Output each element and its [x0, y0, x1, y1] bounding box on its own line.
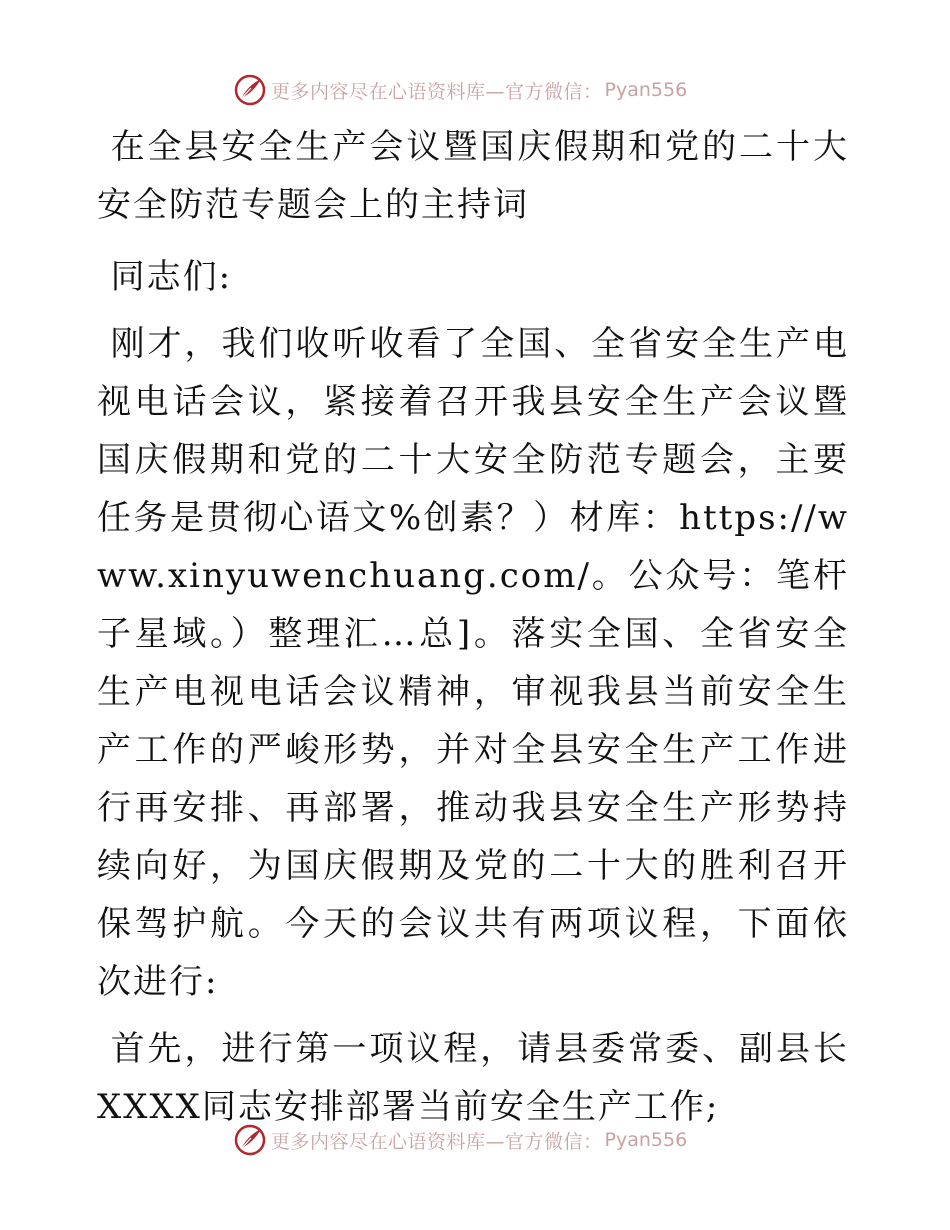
banner-wechat-id: Pyan556: [604, 1129, 688, 1151]
feather-pen-circle-icon: [233, 1123, 267, 1157]
document-title: 在全县安全生产会议暨国庆假期和党的二十大安全防范专题会上的主持词: [97, 127, 849, 225]
banner-wechat-id: Pyan556: [604, 79, 688, 101]
greeting: 同志们:: [110, 257, 233, 297]
banner-text: 更多内容尽在心语资料库—官方微信：: [271, 80, 603, 103]
header-watermark-banner: [233, 72, 687, 108]
feather-pen-circle-icon: [233, 73, 267, 107]
document-body: [97, 118, 849, 1145]
footer-watermark-banner: [233, 1122, 687, 1158]
paragraph-1: 刚才，我们收听收看了全国、全省安全生产电视电话会议，紧接着召开我县安全生产会议暨国庆假期和党的二十大安全防范专题会，主要任务是贯彻心语文%创素？）材库：https://www.xinyuwenchuang.com/。公众号：笔杆子星域。）整理汇…总]。落实全国、全省安全生产电视电话会议精神，审视我县当前安全生产工作的严峻形势，并对全县安全生产工作进行再安排、再部署，推动我县安全生产形势持续向好，为国庆假期及党的二十大的胜利召开保驾护航。今天的会议共有两项议程，下面依次进行:: [97, 324, 849, 1002]
paragraph-2: 首先，进行第一项议程，请县委常委、副县长XXXX同志安排部署当前安全生产工作;: [97, 1029, 849, 1127]
banner-text: 更多内容尽在心语资料库—官方微信：: [271, 1130, 603, 1153]
